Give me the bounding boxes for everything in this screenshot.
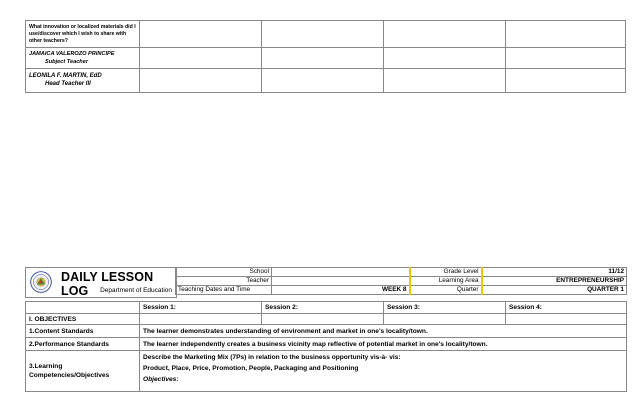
- school-label: School: [176, 268, 272, 277]
- signature-cell[interactable]: [384, 48, 506, 69]
- head-teacher-signature: [26, 69, 140, 93]
- innovation-cell[interactable]: [384, 21, 506, 48]
- quarter-label: Quarter: [410, 286, 482, 295]
- teaching-dates-label: Teaching Dates and Time: [176, 286, 272, 295]
- dll-header: [25, 267, 626, 297]
- learning-area-value[interactable]: ENTREPRENEURSHIP: [482, 277, 627, 286]
- lesson-log-table: [25, 301, 627, 392]
- innovation-cell[interactable]: [262, 21, 384, 48]
- performance-standards-text[interactable]: The learner independently creates a business vicinity map reflective of potential market in one's locality/town.: [140, 338, 627, 351]
- signature-cell[interactable]: [140, 69, 262, 93]
- signature-cell[interactable]: [140, 48, 262, 69]
- teacher-label: Teacher: [176, 277, 272, 286]
- signature-cell[interactable]: [262, 69, 384, 93]
- innovation-cell[interactable]: [506, 21, 626, 48]
- teacher-value[interactable]: [272, 277, 410, 286]
- competencies-row: [26, 351, 627, 392]
- session-2-header: Session 2:: [262, 302, 384, 314]
- deped-seal-icon: [30, 271, 52, 293]
- session-4-header: Session 4:: [506, 302, 627, 314]
- signature-cell[interactable]: [262, 48, 384, 69]
- session-header-row: [26, 302, 627, 314]
- competencies-label: 3.Learning Competencies/Objectives: [26, 351, 140, 392]
- subject-teacher-role: Subject Teacher: [45, 59, 89, 65]
- session-3-header: Session 3:: [384, 302, 506, 314]
- department-label: Department of Education: [100, 287, 172, 294]
- objectives-heading-row: [26, 314, 627, 325]
- signature-cell[interactable]: [384, 69, 506, 93]
- grade-level-value[interactable]: 11/12: [482, 268, 627, 277]
- signature-cell[interactable]: [506, 48, 626, 69]
- performance-standards-row: [26, 338, 627, 351]
- school-value[interactable]: [272, 268, 410, 277]
- header-info-table: [175, 267, 627, 295]
- innovation-cell[interactable]: [140, 21, 262, 48]
- head-teacher-row: [26, 69, 626, 93]
- head-teacher-name: LEONILA F. MARTIN, EdD: [29, 73, 102, 79]
- innovation-question-label: What innovation or localized materials did I use/discover which I wish to share with other teachers?: [26, 21, 140, 48]
- performance-standards-label: 2.Performance Standards: [26, 338, 140, 351]
- learning-area-label: Learning Area: [410, 277, 482, 286]
- objectives-heading: I. OBJECTIVES: [26, 314, 140, 325]
- grade-level-label: Grade Level: [410, 268, 482, 277]
- header-row-2: [176, 277, 627, 286]
- content-standards-text[interactable]: The learner demonstrates understanding of environment and market in one's locality/town.: [140, 325, 627, 338]
- teaching-dates-value[interactable]: WEEK 8: [272, 286, 410, 295]
- quarter-value[interactable]: QUARTER 1: [482, 286, 627, 295]
- competencies-line-1: Describe the Marketing Mix (7Ps) in relation to the business opportunity vis-à- vis:: [143, 354, 401, 361]
- reflection-table: [25, 20, 626, 93]
- subject-teacher-row: [26, 48, 626, 69]
- head-teacher-role: Head Teacher III: [45, 81, 91, 87]
- content-standards-label: 1.Content Standards: [26, 325, 140, 338]
- innovation-row: [26, 21, 626, 48]
- header-row-1: [176, 268, 627, 277]
- objectives-subheading: Objectives:: [143, 376, 179, 383]
- session-corner-cell: [26, 302, 140, 314]
- competencies-cell[interactable]: [140, 351, 627, 392]
- subject-teacher-name: JAMAICA VALEROZO PRINCIPE: [29, 51, 115, 57]
- subject-teacher-signature: [26, 48, 140, 69]
- dll-title: DAILY LESSON LOG: [61, 270, 154, 298]
- session-1-header: Session 1:: [140, 302, 262, 314]
- competencies-line-2: Product, Place, Price, Promotion, People, Packaging and Positioning: [143, 365, 359, 372]
- content-standards-row: [26, 325, 627, 338]
- signature-cell[interactable]: [506, 69, 626, 93]
- logo-box: [25, 267, 177, 298]
- header-row-3: [176, 286, 627, 295]
